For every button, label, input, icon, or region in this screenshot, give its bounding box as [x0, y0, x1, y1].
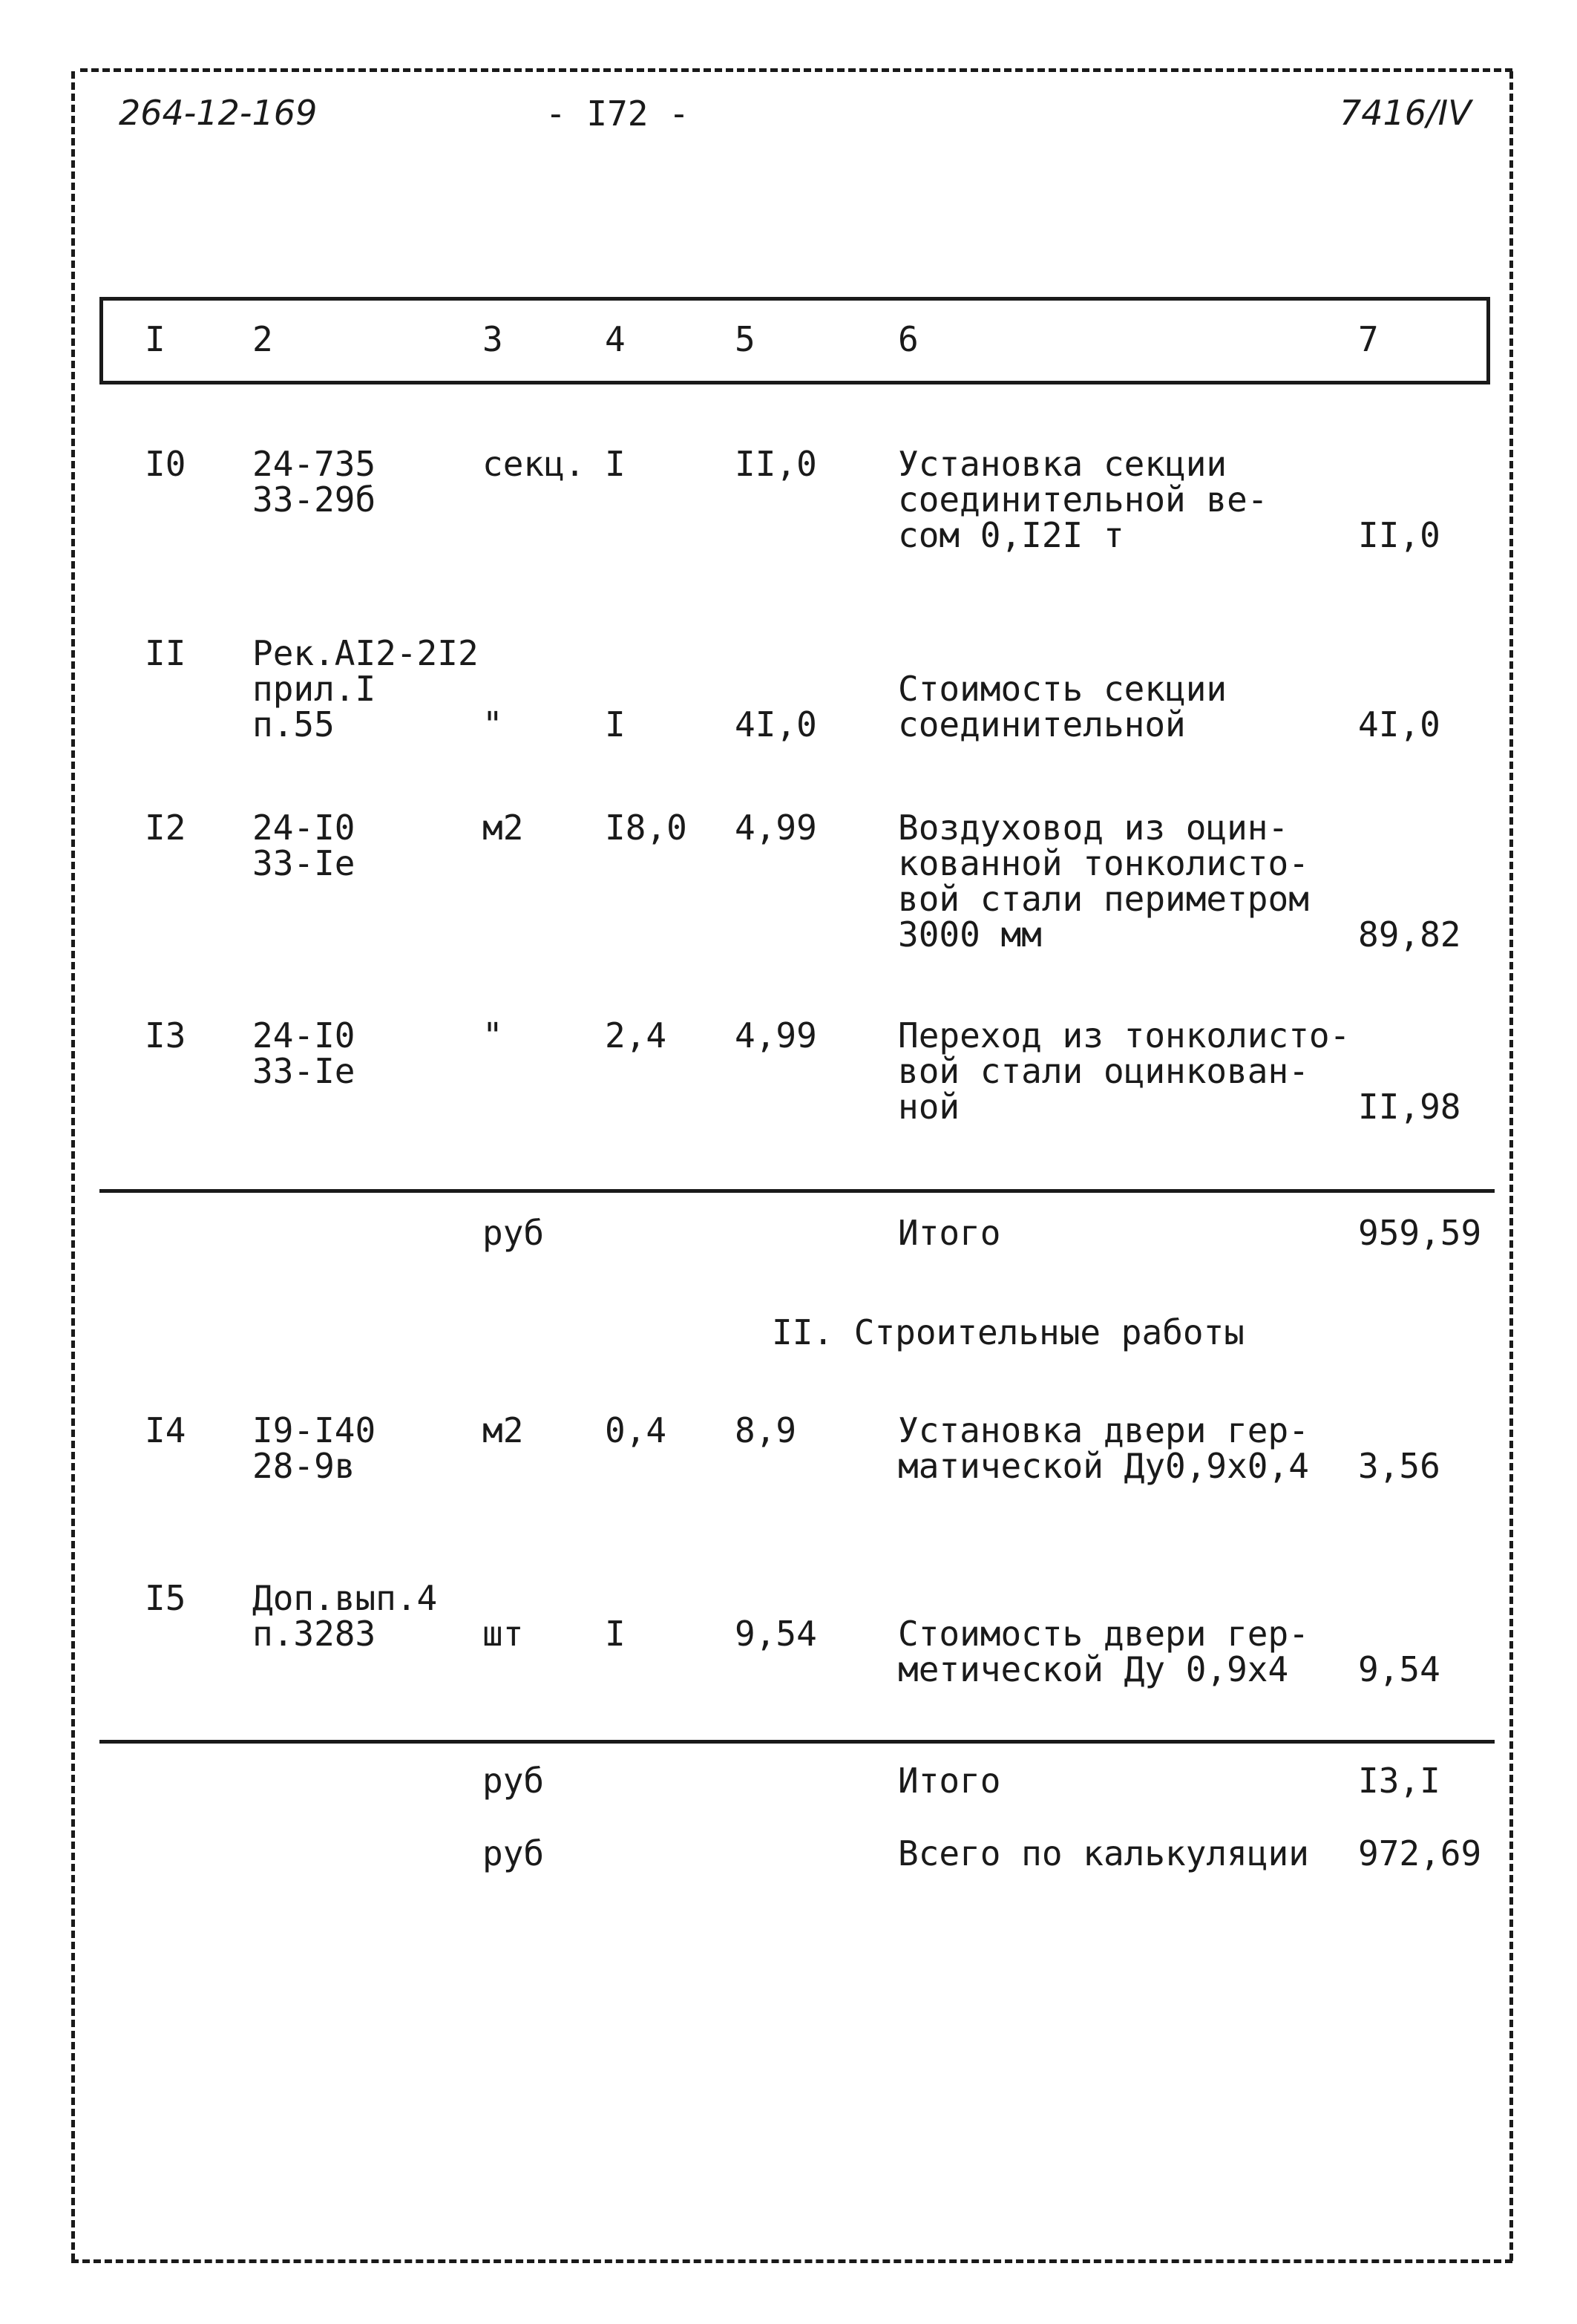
- frame-bottom-border: [71, 2259, 1512, 2263]
- row-unit-price: 8,9: [735, 1410, 797, 1450]
- column-header-2: 2: [252, 319, 273, 359]
- row-description: соединительной: [898, 704, 1186, 744]
- column-header-7: 7: [1358, 319, 1379, 359]
- subtotal-rule: [99, 1189, 1495, 1193]
- row-description: Установка секции: [898, 444, 1227, 484]
- row-reference: 33-29б: [252, 479, 376, 520]
- row-quantity: I: [605, 704, 626, 744]
- row-quantity: I8,0: [605, 808, 687, 848]
- row-total: 3,56: [1358, 1446, 1440, 1486]
- column-header-3: 3: [482, 319, 503, 359]
- subtotal-label: Итого: [898, 1761, 1001, 1801]
- subtotal-unit: руб: [482, 1761, 545, 1801]
- row-unit-price: 4I,0: [735, 704, 817, 744]
- column-header-6: 6: [898, 319, 919, 359]
- subtotal-unit: руб: [482, 1213, 545, 1253]
- column-header-4: 4: [605, 319, 626, 359]
- grand-total-label: Всего по калькуляции: [898, 1833, 1309, 1873]
- row-unit: шт: [482, 1614, 524, 1654]
- row-reference: п.3283: [252, 1614, 376, 1654]
- row-description: сом 0,I2I т: [898, 515, 1124, 555]
- row-unit-price: II,0: [735, 444, 817, 484]
- row-reference: прил.I: [252, 669, 376, 709]
- column-header-5: 5: [735, 319, 755, 359]
- frame-top-border: [80, 68, 1512, 72]
- row-unit: м2: [482, 808, 524, 848]
- row-reference: п.55: [252, 704, 335, 744]
- row-total: 89,82: [1358, 914, 1461, 955]
- row-reference: 24-I0: [252, 808, 355, 848]
- sheet-reference: 7416/IV: [1340, 93, 1472, 133]
- grand-total-unit: руб: [482, 1833, 545, 1873]
- row-unit: секц.: [482, 444, 586, 484]
- column-header-1: I: [145, 319, 165, 359]
- row-reference: 33-Iе: [252, 843, 355, 883]
- row-description: ной: [898, 1087, 960, 1127]
- section-title: II. Строительные работы: [772, 1312, 1245, 1352]
- grand-total-value: 972,69: [1358, 1833, 1482, 1873]
- subtotal-value: 959,59: [1358, 1213, 1482, 1253]
- row-quantity: I: [605, 444, 626, 484]
- row-description: Переход из тонколисто-: [898, 1015, 1351, 1055]
- row-number: I0: [145, 444, 186, 484]
- row-description: вой стали периметром: [898, 879, 1309, 919]
- row-quantity: 2,4: [605, 1015, 667, 1055]
- row-total: 4I,0: [1358, 704, 1440, 744]
- page-number: - I72 -: [545, 94, 689, 134]
- row-reference: I9-I40: [252, 1410, 376, 1450]
- row-reference: 24-I0: [252, 1015, 355, 1055]
- row-total: 9,54: [1358, 1649, 1440, 1689]
- row-unit: ": [482, 704, 503, 744]
- frame-left-border: [71, 71, 75, 2261]
- row-description: Установка двери гер-: [898, 1410, 1309, 1450]
- frame-right-border: [1509, 71, 1513, 2261]
- document-code: 264-12-169: [119, 93, 318, 133]
- row-total: II,0: [1358, 515, 1440, 555]
- subtotal-rule: [99, 1740, 1495, 1744]
- row-reference: 28-9в: [252, 1446, 355, 1486]
- row-description: соединительной ве-: [898, 479, 1268, 520]
- row-description: Стоимость секции: [898, 669, 1227, 709]
- row-number: I2: [145, 808, 186, 848]
- row-description: кованной тонколисто-: [898, 843, 1309, 883]
- row-reference: Рек.AI2-2I2: [252, 633, 479, 673]
- row-total: II,98: [1358, 1087, 1461, 1127]
- row-unit-price: 4,99: [735, 808, 817, 848]
- column-header-box: [99, 297, 1490, 384]
- row-unit-price: 9,54: [735, 1614, 817, 1654]
- row-quantity: I: [605, 1614, 626, 1654]
- row-unit: м2: [482, 1410, 524, 1450]
- row-description: матической Ду0,9х0,4: [898, 1446, 1309, 1486]
- row-number: II: [145, 633, 186, 673]
- row-reference: Доп.вып.4: [252, 1578, 438, 1618]
- row-quantity: 0,4: [605, 1410, 667, 1450]
- row-description: метической Ду 0,9х4: [898, 1649, 1289, 1689]
- row-description: вой стали оцинкован-: [898, 1051, 1309, 1091]
- row-number: I5: [145, 1578, 186, 1618]
- row-reference: 24-735: [252, 444, 376, 484]
- row-description: Воздуховод из оцин-: [898, 808, 1289, 848]
- row-reference: 33-Iе: [252, 1051, 355, 1091]
- row-number: I3: [145, 1015, 186, 1055]
- row-number: I4: [145, 1410, 186, 1450]
- row-unit-price: 4,99: [735, 1015, 817, 1055]
- subtotal-value: I3,I: [1358, 1761, 1440, 1801]
- subtotal-label: Итого: [898, 1213, 1001, 1253]
- row-description: Стоимость двери гер-: [898, 1614, 1309, 1654]
- row-description: 3000 мм: [898, 914, 1042, 955]
- row-unit: ": [482, 1015, 503, 1055]
